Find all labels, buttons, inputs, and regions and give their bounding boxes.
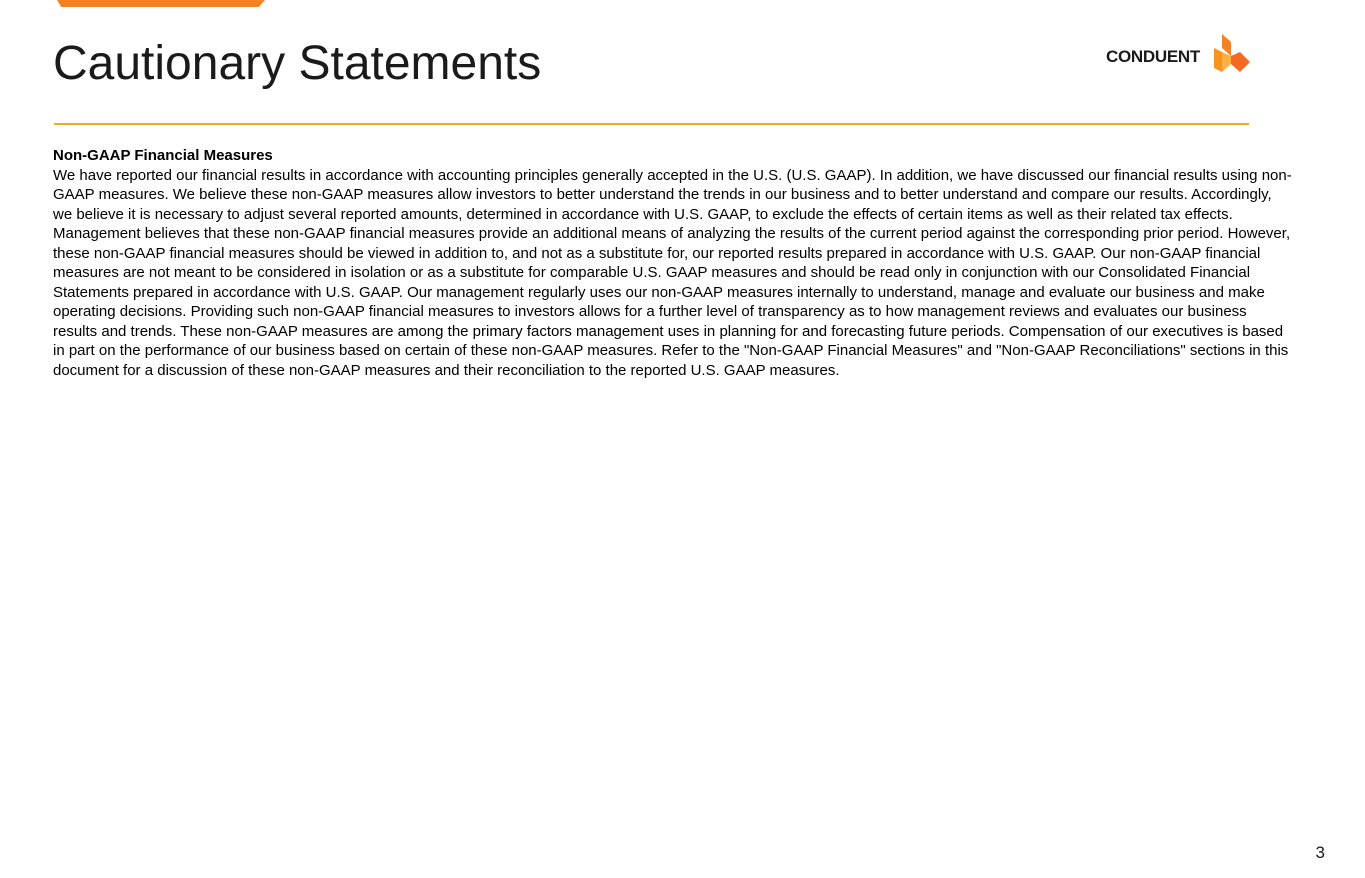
logo-shape-left <box>1214 48 1222 72</box>
title-divider <box>54 123 1249 125</box>
conduent-logo <box>1106 34 1252 76</box>
section-heading: Non-GAAP Financial Measures <box>53 147 273 164</box>
page-title: Cautionary Statements <box>53 37 542 90</box>
page-number: 3 <box>1315 843 1325 862</box>
logo-shape-right <box>1231 52 1250 72</box>
non-gaap-section <box>53 146 1293 380</box>
conduent-logo-icon <box>1210 34 1252 76</box>
top-accent-tab <box>57 0 265 7</box>
logo-shape-mid <box>1222 52 1231 72</box>
logo-wordmark: CONDUENT <box>1106 47 1200 66</box>
section-body: We have reported our financial results in accordance with accounting principles generally accepted in the U.S. (U.S. GAAP). In addition, we have discussed our financial results using non-GAAP measures. We believe these non-GAAP measures allow investors to better understand the trends in our business and to better understand and compare our results. Accordingly, we believe it is necessary to adjust several reported amounts, determined in accordance with U.S. GAAP, to exclude the effects of certain items as well as their related tax effects. Management believes that these non-GAAP financial measures provide an additional means of analyzing the results of the current period against the corresponding prior period. However, these non-GAAP financial measures should be viewed in addition to, and not as a substitute for, our reported results prepared in accordance with U.S. GAAP. Our non-GAAP financial measures are not meant to be considered in isolation or as a substitute for comparable U.S. GAAP measures and should be read only in conjunction with our Consolidated Financial Statements prepared in accordance with U.S. GAAP. Our management regularly uses our non-GAAP measures internally to understand, manage and evaluate our business and make operating decisions. Providing such non-GAAP financial measures to investors allows for a further level of transparency as to how management reviews and evaluates our business results and trends. These non-GAAP measures are among the primary factors management uses in planning for and forecasting future periods. Compensation of our executives is based in part on the performance of our business based on certain of these non-GAAP measures. Refer to the "Non-GAAP Financial Measures" and "Non-GAAP Reconciliations" sections in this document for a discussion of these non-GAAP measures and their reconciliation to the reported U.S. GAAP measures. <box>53 166 1292 379</box>
